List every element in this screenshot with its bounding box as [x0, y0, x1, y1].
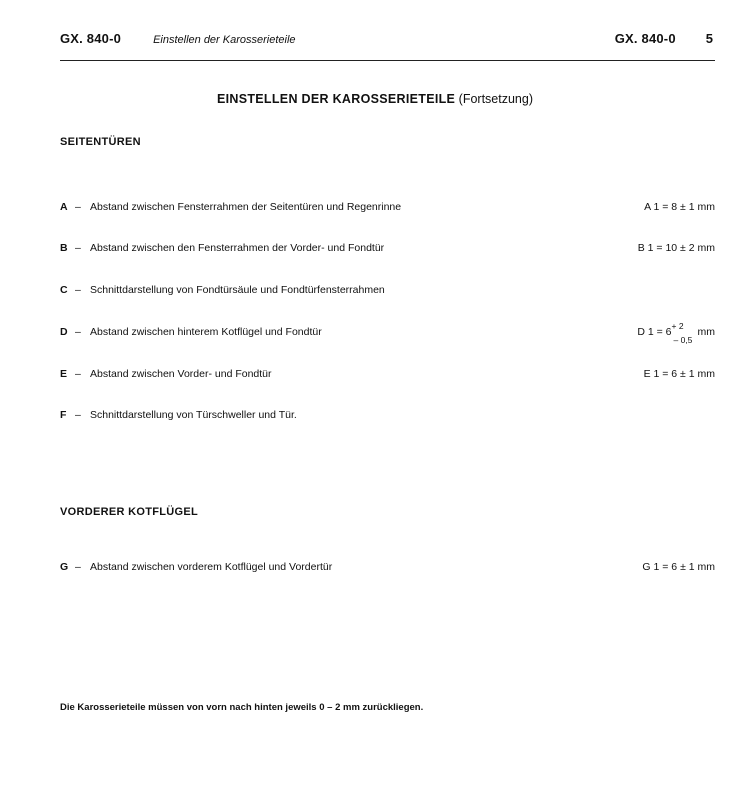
list-item: [60, 409, 715, 425]
item-description: Abstand zwischen Vorder- und Fondtür: [90, 368, 276, 380]
tolerance-upper: + 2: [671, 321, 684, 331]
page-title-continuation: (Fortsetzung): [458, 92, 534, 106]
page-title: [0, 92, 750, 106]
section-heading-seitentueren: SEITENTÜREN: [60, 136, 141, 148]
item-letter: C: [60, 284, 68, 296]
section-heading-kotfluegel: VORDERER KOTFLÜGEL: [60, 506, 199, 518]
item-value-unit: mm: [697, 326, 715, 338]
item-description: Abstand zwischen hinterem Kotflügel und Fondtür: [90, 326, 326, 338]
footnote: Die Karosserieteile müssen von vorn nach hinten jeweils 0 – 2 mm zurückliegen.: [60, 702, 424, 713]
item-letter: E: [60, 368, 68, 380]
item-value-prefix: D 1 = 6: [637, 326, 672, 338]
item-dash: –: [75, 409, 81, 421]
item-value: A 1 = 8 ± 1 mm: [644, 201, 715, 213]
tolerance: [671, 321, 698, 345]
document-subtitle: Einstellen der Karosserieteile: [153, 34, 296, 46]
list-item: [60, 368, 715, 384]
header-rule: [60, 60, 715, 61]
item-description: Abstand zwischen den Fensterrahmen der Vorder- und Fondtür: [90, 242, 388, 254]
item-description: Abstand zwischen vorderem Kotflügel und Vordertür: [90, 561, 336, 573]
item-dash: –: [75, 201, 81, 213]
item-letter: D: [60, 326, 68, 338]
item-description: Abstand zwischen Fensterrahmen der Seitentüren und Regenrinne: [90, 201, 405, 213]
page-header-right: [615, 31, 713, 46]
item-description: Schnittdarstellung von Türschweller und Tür.: [90, 409, 297, 421]
document-code: GX. 840-0: [60, 31, 122, 46]
list-item: [60, 561, 715, 577]
list-item: [60, 242, 715, 258]
item-value: [637, 321, 715, 345]
item-value: B 1 = 10 ± 2 mm: [637, 242, 715, 254]
item-dash: –: [75, 284, 81, 296]
item-dash: –: [75, 561, 81, 573]
document-code-right: GX. 840-0: [614, 31, 676, 46]
item-dash: –: [75, 368, 81, 380]
page-title-main: EINSTELLEN DER KAROSSERIETEILE: [216, 92, 456, 106]
list-item: [60, 201, 715, 217]
page-number: 5: [705, 31, 713, 46]
item-value: E 1 = 6 ± 1 mm: [643, 368, 715, 380]
item-dash: –: [75, 326, 81, 338]
page-header-left: [60, 31, 296, 46]
item-value: G 1 = 6 ± 1 mm: [642, 561, 715, 573]
item-letter: G: [60, 561, 69, 573]
tolerance-lower: – 0,5: [673, 335, 693, 345]
item-letter: B: [60, 242, 68, 254]
item-dash: –: [75, 242, 81, 254]
item-letter: F: [60, 409, 67, 421]
list-item: [60, 321, 715, 345]
item-letter: A: [60, 201, 68, 213]
item-description: Schnittdarstellung von Fondtürsäule und Fondtürfensterrahmen: [90, 284, 385, 296]
list-item: [60, 284, 715, 300]
